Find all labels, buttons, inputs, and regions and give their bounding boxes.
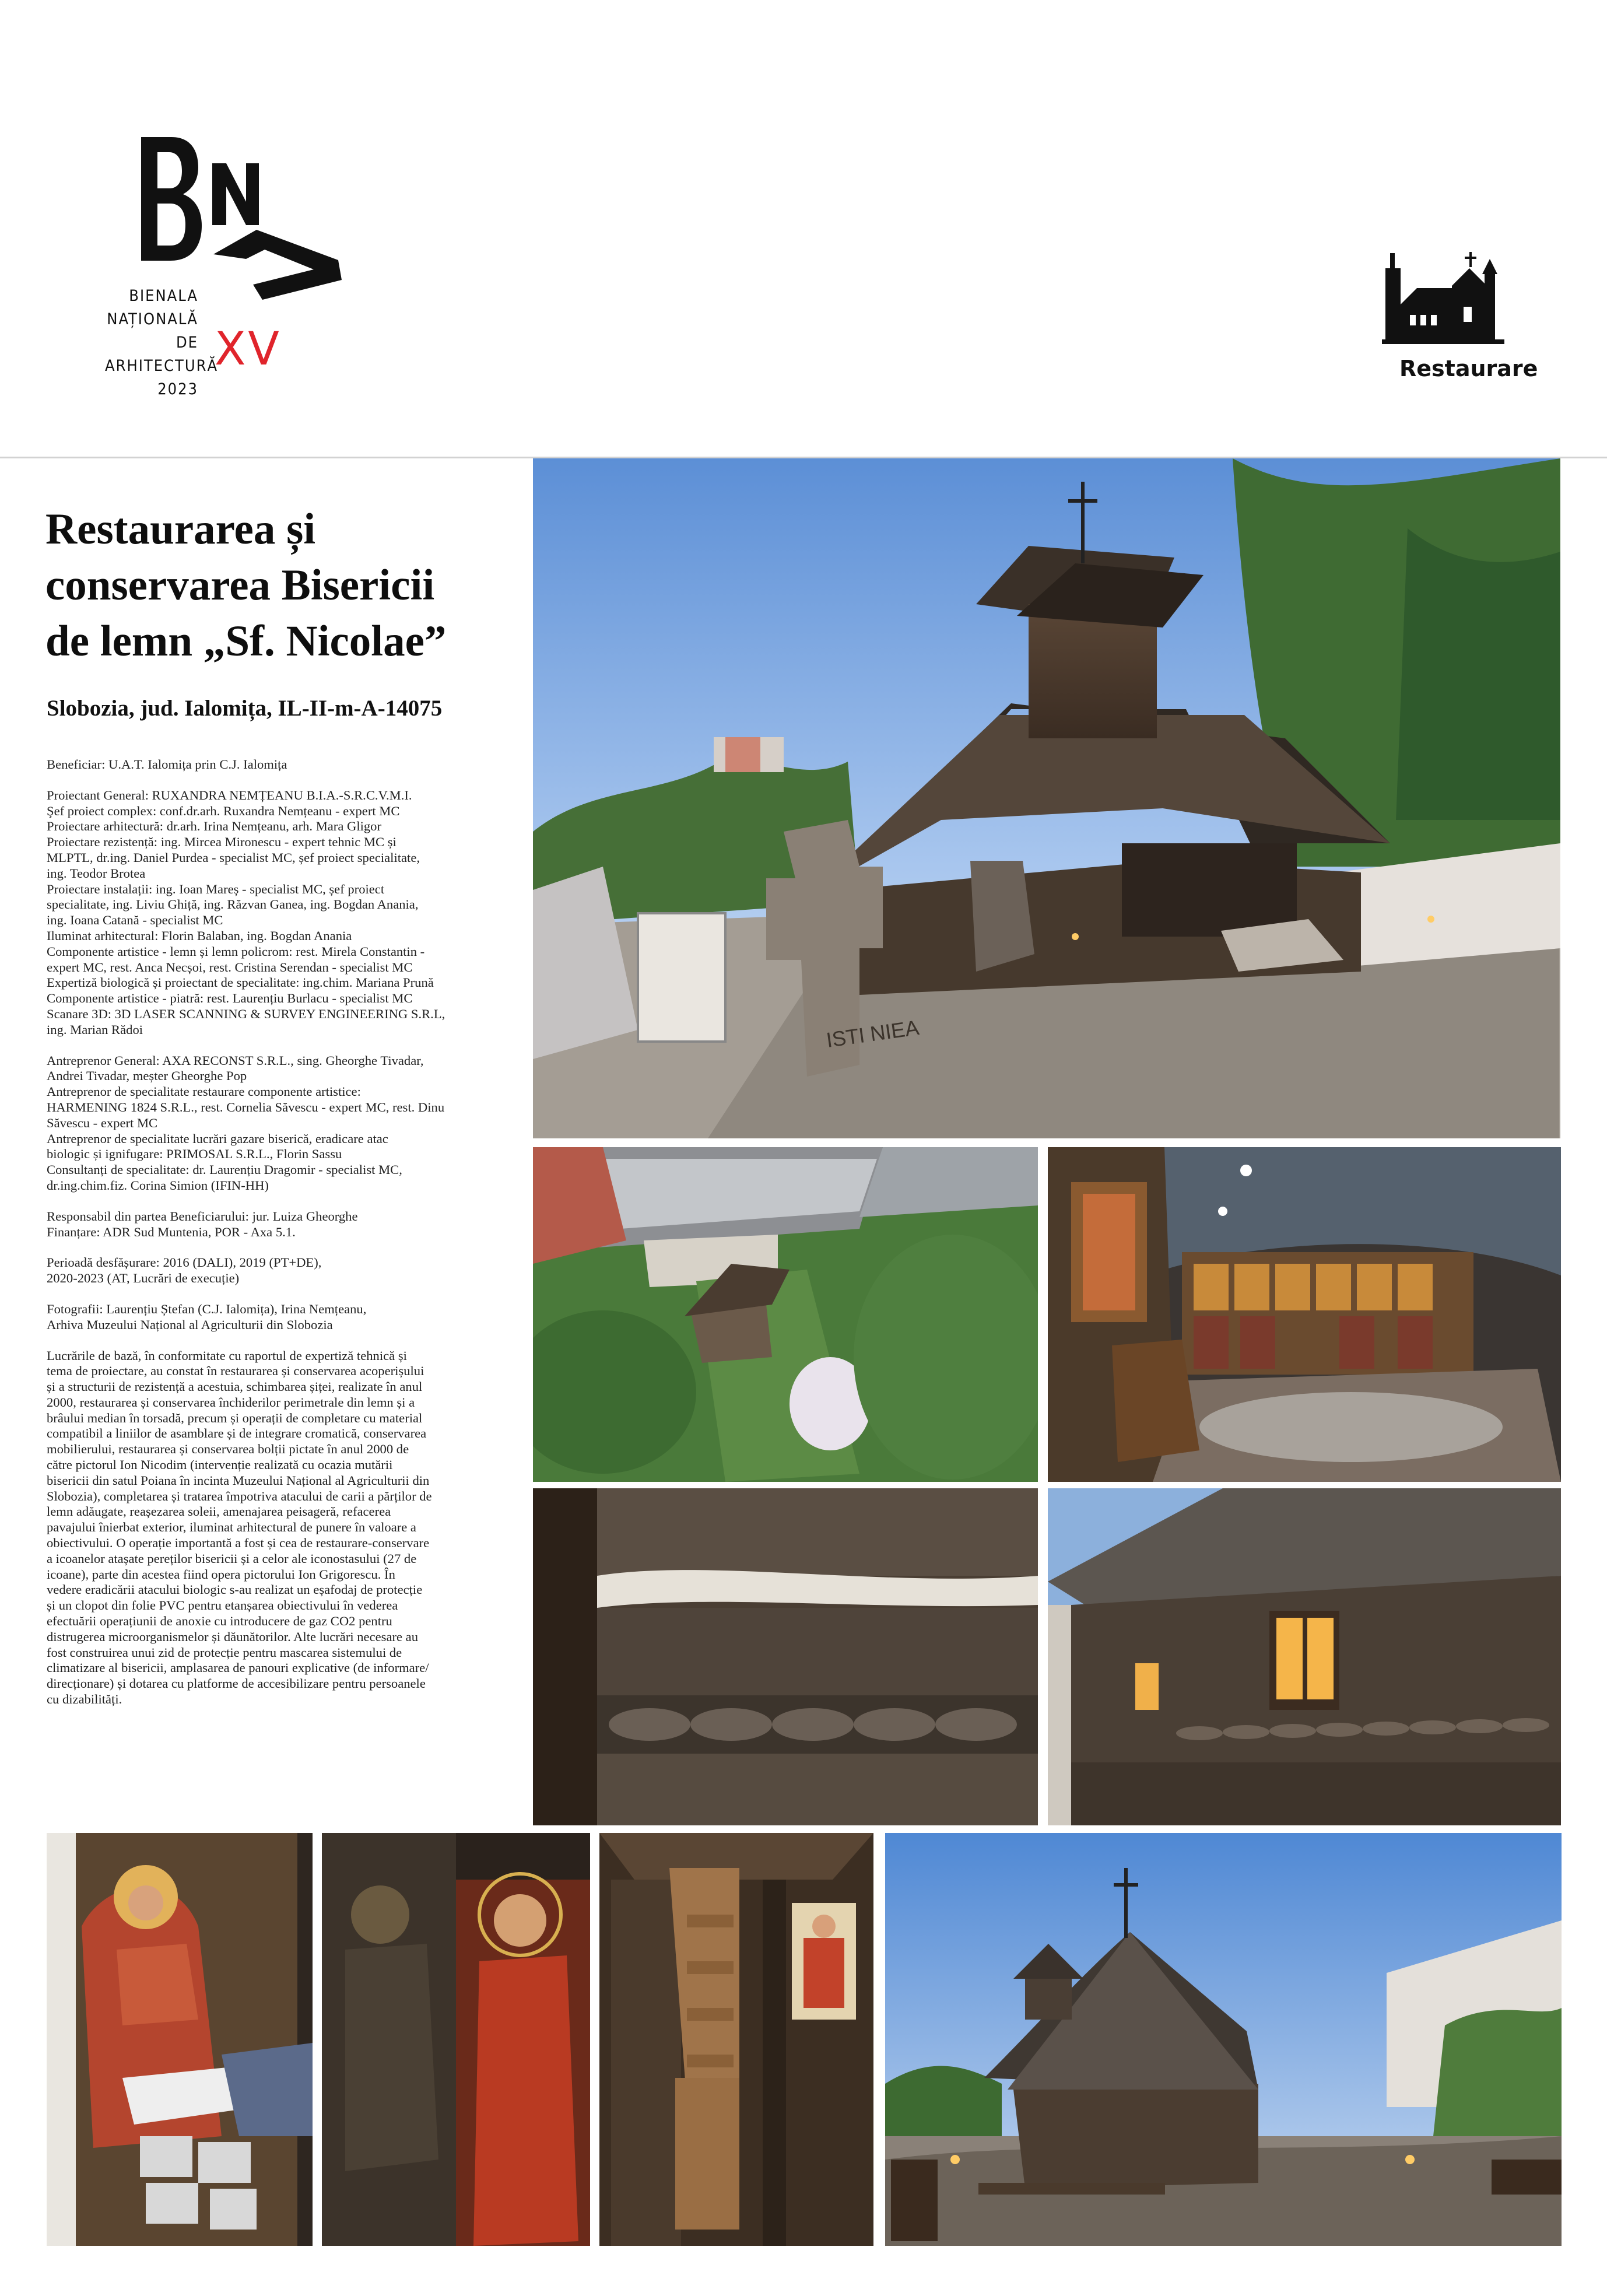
text-line: Responsabil din partea Beneficiarului: jur. Luiza Gheorghe xyxy=(47,1208,358,1224)
text-line: ing. Marian Rădoi xyxy=(47,1022,143,1037)
text-line: HARMENING 1824 S.R.L., rest. Cornelia Săvescu - expert MC, rest. Dinu xyxy=(47,1099,445,1114)
text-line: Componente artistice - lemn și lemn policrom: rest. Mirela Constantin - xyxy=(47,944,425,959)
text-line: Proiectant General: RUXANDRA NEMȚEANU B.I.A.-S.R.C.V.M.I. xyxy=(47,787,412,802)
text-line: obiectivului. O operație importantă a fost și cea de restaurare-conservare xyxy=(47,1536,430,1551)
text-line: icoane), parte din acestea fiind opera pictorului Ion Grigorescu. În xyxy=(47,1566,395,1582)
text-line: specialitate, ing. Liviu Ghiță, ing. Răzvan Ganea, ing. Bogdan Anania, xyxy=(47,897,419,912)
title-line-2: conservarea Bisericii xyxy=(45,561,435,609)
text-line: Expertiză biologică și proiectant de specialitate: ing.chim. Mariana Prună xyxy=(47,975,434,990)
text-line: Antreprenor de specialitate lucrări gazare biserică, eradicare atac xyxy=(47,1131,388,1146)
text-line: Proiectare arhitectură: dr.arh. Irina Nemțeanu, arh. Mara Gligor xyxy=(47,819,382,834)
text-line: efectuării operațiunii de anoxie cu introducere de gaz CO2 pentru xyxy=(47,1614,392,1629)
text-line: biologic și ignifugare: PRIMOSAL S.R.L., Florin Sassu xyxy=(47,1147,342,1162)
text-line: și un clopot din folie PVC pentru etanșarea obiectivului în vederea xyxy=(47,1598,398,1613)
logo-letters-na xyxy=(210,161,350,301)
text-line: bisericii din satul Poiana în incinta Muzeului Național al Agriculturii din xyxy=(47,1473,430,1488)
text-line: tema de proiectare, au constat în restaurarea și conservarea acoperișului xyxy=(47,1363,424,1379)
logo-caption xyxy=(105,285,219,401)
text-line: Slobozia), completarea și tratarea împotriva atacului de carii a părților de xyxy=(47,1488,432,1503)
text-line: expert MC, rest. Anca Necșoi, rest. Cristina Serendan - specialist MC xyxy=(47,959,413,975)
logo-line-3: DE xyxy=(176,334,198,352)
text-line: direcționare) și dotarea cu platforme de accesibilizare pentru persoanele xyxy=(47,1676,426,1691)
text-line: Lucrările de bază, în conformitate cu raportul de expertiză tehnică și xyxy=(47,1348,407,1363)
category-label: Restaurare xyxy=(1399,356,1538,381)
text-line: cu dizabilități. xyxy=(47,1692,122,1707)
interior-iconostasis-photo xyxy=(1048,1147,1561,1482)
text-line: Săvescu - expert MC xyxy=(47,1115,158,1130)
text-line: climatizare al bisericii, amplasarea de panouri explicative (de informare/ xyxy=(47,1660,429,1675)
evening-exterior-photo xyxy=(885,1833,1562,2246)
title-line-1: Restaurarea și xyxy=(45,505,316,553)
text-paragraph xyxy=(47,788,507,1038)
page-subtitle: Slobozia, jud. Ialomița, IL-II-m-A-14075 xyxy=(47,696,443,721)
wooden-torsade-detail-photo xyxy=(533,1488,1038,1825)
aerial-view-photo xyxy=(533,1147,1038,1482)
text-paragraph xyxy=(47,1209,507,1240)
text-line: 2020-2023 (AT, Lucrări de execuție) xyxy=(47,1271,240,1286)
logo-edition: XV xyxy=(215,323,282,376)
text-line: fost construirea unui zid de protecție pentru mascarea sistemului de xyxy=(47,1645,402,1660)
text-line: Antreprenor de specialitate restaurare componente artistice: xyxy=(47,1084,361,1099)
text-line: distrugerea microorganismelor și dăunătorilor. Alte lucrări necesare au xyxy=(47,1629,418,1644)
cross-inscription: ISTI NIEA xyxy=(824,1015,921,1052)
text-line: Perioadă desfășurare: 2016 (DALI), 2019 (PT+DE), xyxy=(47,1255,322,1270)
text-line: Fotografii: Laurențiu Ștefan (C.J. Ialomița), Irina Nemțeanu, xyxy=(47,1301,367,1316)
text-line: Consultanți de specialitate: dr. Laurențiu Dragomir - specialist MC, xyxy=(47,1162,402,1177)
text-line: 2000, restaurarea și conservarea închiderilor perimetrale din lemn și a xyxy=(47,1394,415,1410)
church-exterior-photo xyxy=(533,458,1560,1138)
text-line: Finanțare: ADR Sud Muntenia, POR - Axa 5.1. xyxy=(47,1224,296,1239)
logo-letter-b xyxy=(135,131,205,265)
text-line: Antreprenor General: AXA RECONST S.R.L., sing. Gheorghe Tivadar, xyxy=(47,1053,424,1068)
text-line: Scanare 3D: 3D LASER SCANNING & SURVEY ENGINEERING S.R.L, xyxy=(47,1006,445,1021)
text-line: compatibil a liniilor de asamblare și de integrare cromatică, conservarea xyxy=(47,1426,427,1441)
logo-line-1: BIENALA xyxy=(129,287,198,305)
text-line: ing. Ioana Catană - specialist MC xyxy=(47,913,223,928)
icons-pair-photo xyxy=(322,1833,590,2246)
text-paragraph xyxy=(47,1348,507,1708)
text-paragraph xyxy=(47,1255,507,1287)
text-line: Andrei Tivadar, meșter Gheorghe Pop xyxy=(47,1068,247,1084)
text-line: dr.ing.chim.fiz. Corina Simion (IFIN-HH) xyxy=(47,1177,269,1193)
text-paragraph xyxy=(47,1302,507,1333)
text-line: Proiectare rezistență: ing. Mircea Mironescu - expert tehnic MC și xyxy=(47,835,397,850)
side-facade-photo xyxy=(1048,1488,1561,1825)
text-line: Iluminat arhitectural: Florin Balaban, ing. Bogdan Anania xyxy=(47,928,352,943)
bna-logo xyxy=(0,0,408,420)
text-line: Şef proiect complex: conf.dr.arh. Ruxandra Nemțeanu - expert MC xyxy=(47,803,400,818)
church-building-icon xyxy=(1382,251,1504,344)
logo-line-4: ARHITECTURĂ xyxy=(105,357,219,375)
text-line: Beneficiar: U.A.T. Ialomița prin C.J. Ialomița xyxy=(47,757,287,772)
text-line: Arhiva Muzeului Național al Agriculturii din Slobozia xyxy=(47,1317,333,1332)
logo-line-2: NAȚIONALĂ xyxy=(107,310,198,328)
text-line: mobilierului, restaurarea și conservarea bolții pictate în anul 2000 de xyxy=(47,1442,409,1457)
page-title xyxy=(45,502,512,669)
text-line: lemn adăugate, reașezarea soleii, amenajarea peisageră, refacerea xyxy=(47,1504,391,1519)
text-paragraph xyxy=(47,1053,507,1194)
text-line: vedere eradicării atacului biologic s-au realizat un eșafodaj de protecție xyxy=(47,1582,423,1597)
icon-restoration-photo xyxy=(47,1833,313,2246)
text-paragraph xyxy=(47,757,507,773)
text-line: MLPTL, dr.ing. Daniel Purdea - specialist MC, șef proiect specialitate, xyxy=(47,850,420,865)
text-line: și a structurii de rezistență a acestuia, schimbarea șiței, realizate în anul xyxy=(47,1379,423,1394)
text-line: brâului median în torsadă, precum și operații de completare cu material xyxy=(47,1410,423,1425)
title-line-3: de lemn „Sf. Nicolae” xyxy=(45,617,447,665)
text-line: Componente artistice - piatră: rest. Laurențiu Burlacu - specialist MC xyxy=(47,991,413,1006)
project-description xyxy=(47,757,507,1723)
wooden-stair-photo xyxy=(599,1833,873,2246)
text-line: pavajului înierbat exterior, iluminat arhitectural de punere în valoare a xyxy=(47,1520,416,1535)
text-line: Proiectare instalații: ing. Ioan Mareș - specialist MC, șef proiect xyxy=(47,881,385,896)
text-line: ing. Teodor Brotea xyxy=(47,865,146,881)
logo-line-5: 2023 xyxy=(157,380,198,398)
text-line: către pictorul Ion Nicodim (intervenție realizată cu ocazia mutării xyxy=(47,1457,393,1473)
text-line: a icoanelor atașate pereților bisericii și a celor ale iconostasului (27 de xyxy=(47,1551,417,1566)
